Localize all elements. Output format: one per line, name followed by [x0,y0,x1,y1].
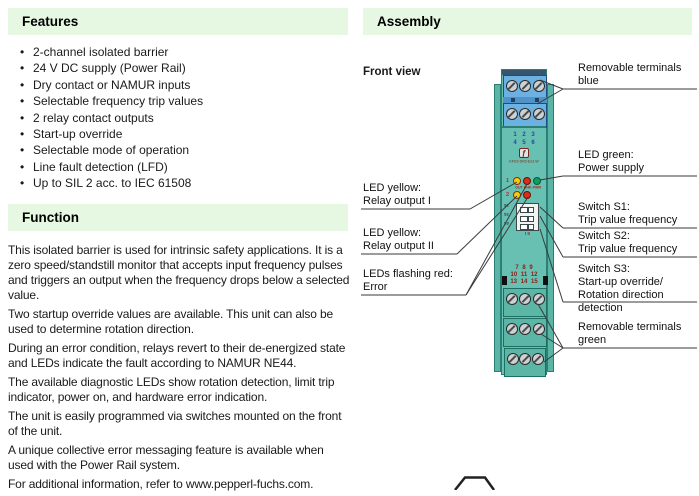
terminal-numbers-bottom-row2: 10 11 12 [510,272,538,278]
function-paragraph: The available diagnostic LEDs show rotation detection, limit trip indicator, power on, and hardware error indication. [8,375,335,404]
feature-item: • Selectable frequency trip values [20,93,342,109]
screw-terminal-icon [533,108,545,120]
feature-item: • 24 V DC supply (Power Rail) [20,60,342,76]
screw-terminal-icon [533,80,545,92]
switch-label-s2: S2 [504,213,509,217]
function-paragraph: The unit is easily programmed via switches mounted on the front of the unit. [8,409,342,438]
led-row-1-number: 1 [506,178,510,184]
device-step-line [502,126,546,128]
function-paragraph: During an error condition, relays revert to their de-energized state and LEDs indicate the fault according to NAMUR NE44. [8,341,346,370]
callout-leds-red-error: LEDs flashing red: Error [363,268,453,293]
terminal-block-green-2 [503,318,547,347]
terminal-numbers-bottom [502,265,546,286]
feature-item: • Start-up override [20,126,342,142]
device-mounting-flange-left [494,84,501,372]
function-paragraph: This isolated barrier is used for intrinsic safety applications. It is a zero speed/standstill monitor that accepts input frequency pulses and triggers an output when the frequency drops below a selected value. [8,243,350,302]
assembly-title: Assembly [377,14,441,29]
screw-terminal-icon [533,293,545,305]
assembly-section-header [363,8,692,35]
led-red-2-icon [523,191,531,199]
terminal-block-green-1 [503,288,547,317]
screw-terminal-icon [506,293,518,305]
switch-label-s3: S3 [504,222,509,226]
led-green-power-icon [533,177,541,185]
switch-label-s1: S1 [504,204,509,208]
led-row-1 [506,177,541,185]
screw-terminal-icon [519,293,531,305]
function-paragraph: For additional information, refer to www.pepperl-fuchs.com. [8,477,314,491]
callout-led-yellow-1: LED yellow: Relay output I [363,182,431,207]
dip-switch-block [516,203,539,231]
terminal-clip-right [543,276,548,285]
led-caption: OUT CHK PWR [515,186,541,190]
features-title: Features [22,14,79,29]
function-title: Function [22,210,79,225]
terminal-numbers-bottom-row1: 7 8 9 [515,265,533,271]
led-row-2-number: 2 [506,192,510,198]
callout-switch-s3: Switch S3: Start-up override/ Rotation direction detection [578,263,664,314]
function-paragraph: Two startup override values are available. This unit can also be used to determine rotation direction. [8,307,334,336]
led-row-2 [506,191,531,199]
led-red-1-icon [523,177,531,185]
screw-terminal-icon [506,80,518,92]
feature-item: • Dry contact or NAMUR inputs [20,77,342,93]
terminal-numbers-bottom-row3: 13 14 15 [510,279,538,285]
barrier-device-drawing [494,69,554,375]
screw-terminal-icon [519,323,531,335]
pepperl-fuchs-logo: ƒ [519,148,529,158]
callout-switch-s2: Switch S2: Trip value frequency [578,230,678,255]
switch-bottom-caption: I II [525,232,530,237]
terminal-clip-left [502,276,507,285]
feature-item: • Up to SIL 2 acc. to IEC 61508 [20,175,342,191]
feature-item: • 2 relay contact outputs [20,110,342,126]
dip-switch-s2 [520,216,534,222]
dip-switch-s1 [520,207,534,213]
screw-terminal-icon [519,108,531,120]
device-body [501,69,547,375]
screw-terminal-icon [519,353,531,365]
front-view-label: Front view [363,66,421,78]
function-paragraph: A unique collective error messaging feature is available when used with the Power Rail system. [8,443,324,472]
screw-terminal-icon [506,323,518,335]
dip-switch-s3 [520,224,534,230]
function-text [8,243,350,496]
led-yellow-2-icon [513,191,521,199]
feature-item: • 2-channel isolated barrier [20,44,342,60]
screw-terminal-icon [507,353,519,365]
terminal-numbers-top-row2: 4 5 6 [513,140,535,146]
function-section-header [8,204,348,231]
device-model-label: KFD2-SR2-Ex2.W [509,160,539,164]
terminal-block-blue-1 [503,75,547,99]
led-yellow-1-icon [513,177,521,185]
terminal-numbers-top-row1: 1 2 3 [513,132,535,138]
screw-terminal-icon [506,108,518,120]
terminal-block-blue-2 [503,103,547,128]
callout-led-yellow-2: LED yellow: Relay output II [363,227,434,252]
screw-terminal-icon [533,323,545,335]
cutoff-figure-outline [455,478,494,491]
device-mounting-flange-right [547,84,554,372]
feature-item: • Selectable mode of operation [20,142,342,158]
features-section-header [8,8,348,35]
callout-terminals-blue: Removable terminals blue [578,62,682,87]
terminal-block-green-3 [504,348,546,377]
features-list [20,44,342,192]
screw-terminal-icon [532,353,544,365]
callout-terminals-green: Removable terminals green [578,321,682,346]
screw-terminal-icon [519,80,531,92]
callout-led-green: LED green: Power supply [578,149,645,174]
feature-item: • Line fault detection (LFD) [20,159,342,175]
callout-switch-s1: Switch S1: Trip value frequency [578,201,678,226]
